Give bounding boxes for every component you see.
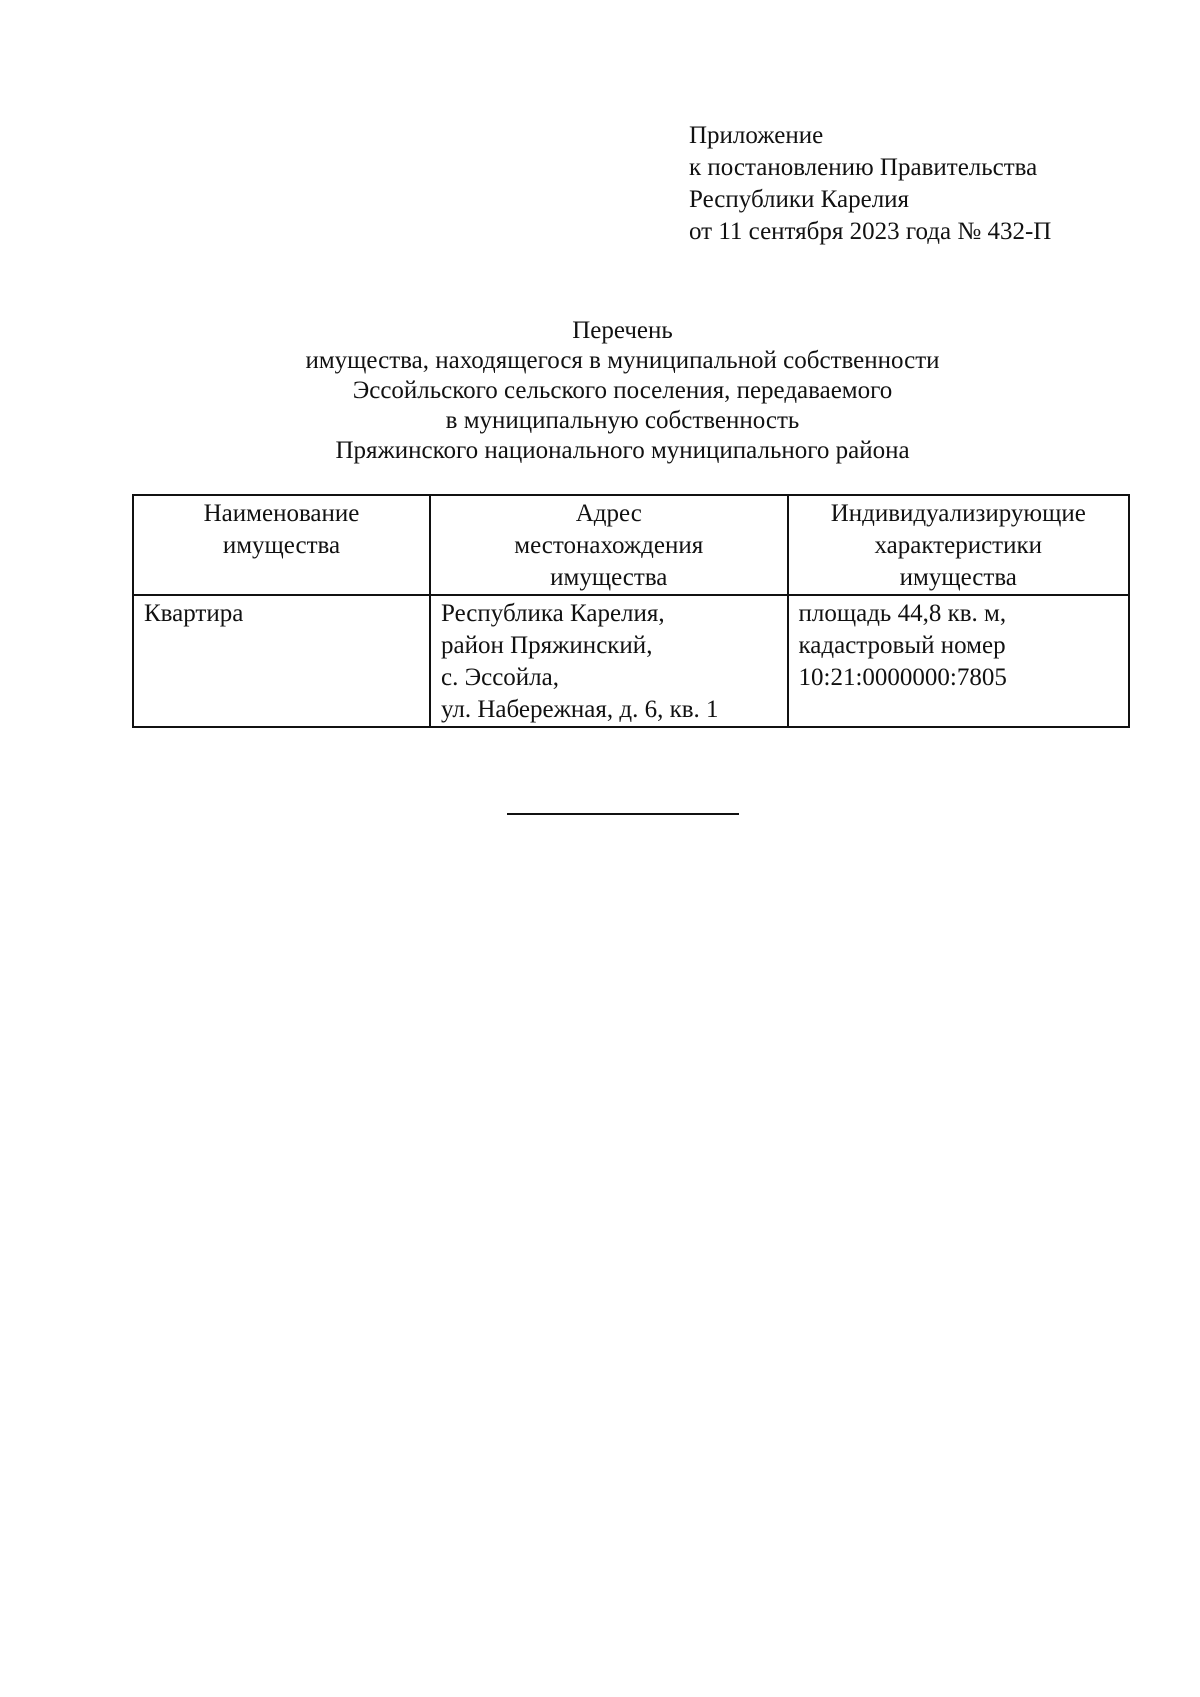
header-property-characteristics	[788, 495, 1129, 595]
table-header-row	[133, 495, 1129, 595]
header-line: Адрес	[575, 500, 642, 527]
cell-property-address	[430, 595, 788, 727]
header-property-address	[430, 495, 788, 595]
appendix-line: к постановлению Правительства	[689, 154, 1038, 181]
property-table	[132, 494, 1130, 728]
title-line: Пряжинского национального муниципального района	[335, 437, 910, 464]
cell-line: Республика Карелия,	[441, 600, 665, 627]
cell-line: Квартира	[144, 600, 244, 627]
cell-property-characteristics	[788, 595, 1129, 727]
header-line: имущества	[550, 564, 668, 591]
title-line: в муниципальную собственность	[445, 407, 800, 434]
cell-line: с. Эссойла,	[441, 664, 559, 691]
header-property-name	[133, 495, 430, 595]
cell-property-name	[133, 595, 430, 727]
appendix-reference	[689, 120, 1051, 248]
header-line: Индивидуализирующие	[830, 500, 1086, 527]
cell-line: площадь 44,8 кв. м,	[798, 600, 1007, 627]
cell-line: 10:21:0000000:7805	[798, 664, 1007, 691]
appendix-line: от 11 сентября 2023 года № 432-П	[689, 218, 1052, 245]
header-line: местонахождения	[514, 532, 704, 559]
table-row	[133, 595, 1129, 727]
document-title	[0, 316, 1200, 466]
end-of-document-rule	[507, 813, 739, 815]
title-line: имущества, находящегося в муниципальной собственности	[305, 347, 940, 374]
header-line: имущества	[899, 564, 1017, 591]
title-line: Перечень	[572, 317, 673, 344]
appendix-line: Республики Карелия	[689, 186, 910, 213]
cell-line: район Пряжинский,	[441, 632, 653, 659]
header-line: Наименование	[203, 500, 360, 527]
header-line: имущества	[222, 532, 341, 559]
cell-line: кадастровый номер	[798, 632, 1006, 659]
appendix-line: Приложение	[689, 122, 824, 149]
cell-line: ул. Набережная, д. 6, кв. 1	[441, 696, 719, 723]
header-line: характеристики	[874, 532, 1043, 559]
title-line: Эссойльского сельского поселения, передаваемого	[352, 377, 893, 404]
